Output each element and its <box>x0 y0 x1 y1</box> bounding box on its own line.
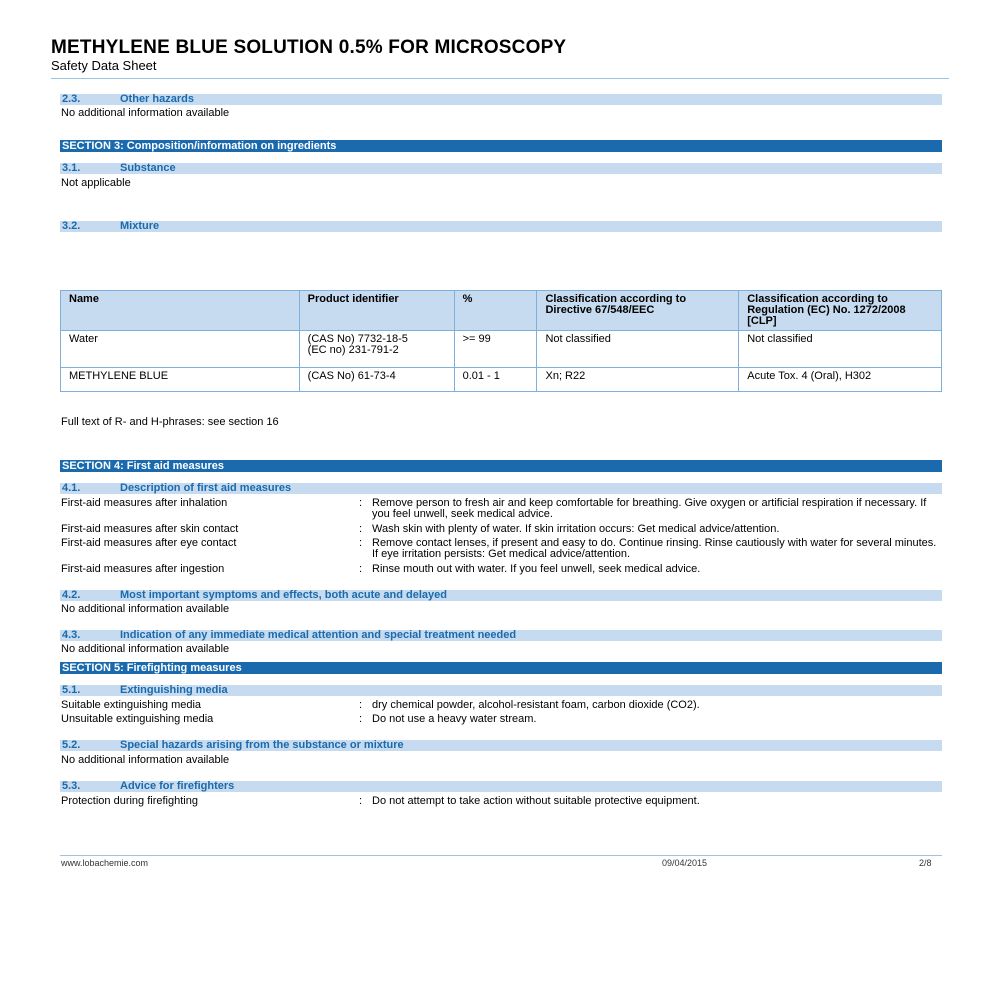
subsection-number: 3.2. <box>62 220 81 232</box>
firefighting-protection-value: Do not attempt to take action without suitable protective equipment. <box>372 795 700 807</box>
subsection-number: 5.3. <box>62 780 81 792</box>
suitable-media-value: dry chemical powder, alcohol-resistant foam, carbon dioxide (CO2). <box>372 699 700 711</box>
subsection-title: Special hazards arising from the substance or mixture <box>120 739 404 751</box>
subsection-4-3-text: No additional information available <box>61 643 230 655</box>
unsuitable-media-label: Unsuitable extinguishing media <box>61 713 214 725</box>
section-title: SECTION 4: First aid measures <box>62 460 224 472</box>
first-aid-label-ingestion: First-aid measures after ingestion <box>61 563 225 575</box>
footer-page-number: 2/8 <box>919 858 932 868</box>
unsuitable-media-value: Do not use a heavy water stream. <box>372 713 537 725</box>
subsection-3-1-text: Not applicable <box>61 177 131 189</box>
subsection-5-3-header <box>60 781 942 792</box>
suitable-media-label: Suitable extinguishing media <box>61 699 202 711</box>
cas-number: (CAS No) 61-73-4 <box>307 370 396 382</box>
section-4-header <box>60 460 942 472</box>
column-header-dsd-classification: Classification according to Directive 67/548/EEC <box>537 291 739 331</box>
subsection-number: 4.2. <box>62 589 81 601</box>
subsection-2-3-header <box>60 94 942 105</box>
column-header-name: Name <box>61 291 300 331</box>
subsection-5-2-header <box>60 740 942 751</box>
ec-number: (EC no) 231-791-2 <box>307 344 399 356</box>
cell-name: Water <box>61 331 300 368</box>
cell-clp-classification: Not classified <box>739 331 942 368</box>
colon-separator: : <box>359 563 363 575</box>
cell-dsd-classification: Xn; R22 <box>537 368 739 392</box>
first-aid-value-ingestion: Rinse mouth out with water. If you feel unwell, seek medical advice. <box>372 563 701 575</box>
subsection-title: Extinguishing media <box>120 684 228 696</box>
header-divider <box>51 78 949 79</box>
subsection-title: Mixture <box>120 220 160 232</box>
first-aid-label-skin: First-aid measures after skin contact <box>61 523 239 535</box>
subsection-4-3-header <box>60 630 942 641</box>
subsection-number: 4.3. <box>62 629 81 641</box>
first-aid-value-eye: Remove contact lenses, if present and easy to do. Continue rinsing. Rinse cautiously with water for several minutes. If eye irritation persists: Get medical advice/attention. <box>372 537 937 560</box>
first-aid-label-inhalation: First-aid measures after inhalation <box>61 497 228 509</box>
table-row <box>61 368 942 392</box>
first-aid-value-skin: Wash skin with plenty of water. If skin irritation occurs: Get medical advice/attention. <box>372 523 780 535</box>
cell-name: METHYLENE BLUE <box>61 368 300 392</box>
subsection-4-2-header <box>60 590 942 601</box>
column-header-clp-classification: Classification according to Regulation (EC) No. 1272/2008 [CLP] <box>739 291 942 331</box>
first-aid-value-inhalation: Remove person to fresh air and keep comfortable for breathing. Give oxygen or artificial respiration if necessary. If you feel unwell, seek medical advice. <box>372 497 927 520</box>
colon-separator: : <box>359 523 363 535</box>
table-header-row <box>61 291 942 331</box>
cas-number: (CAS No) 7732-18-5 <box>307 333 408 345</box>
cell-clp-classification: Acute Tox. 4 (Oral), H302 <box>739 368 942 392</box>
subsection-title: Indication of any immediate medical attention and special treatment needed <box>120 629 517 641</box>
subsection-4-1-header <box>60 483 942 494</box>
colon-separator: : <box>359 537 363 549</box>
subsection-number: 5.1. <box>62 684 81 696</box>
subsection-title: Substance <box>120 162 176 174</box>
subsection-number: 2.3. <box>62 93 81 105</box>
colon-separator: : <box>359 699 363 711</box>
composition-table <box>60 290 942 392</box>
section-title: SECTION 3: Composition/information on ingredients <box>62 140 337 152</box>
section-5-header <box>60 662 942 674</box>
subsection-title: Advice for firefighters <box>120 780 235 792</box>
footer-divider <box>60 855 942 856</box>
cell-dsd-classification: Not classified <box>537 331 739 368</box>
colon-separator: : <box>359 497 363 509</box>
subsection-number: 5.2. <box>62 739 81 751</box>
cell-product-identifier <box>299 368 454 392</box>
subsection-title: Most important symptoms and effects, both acute and delayed <box>120 589 447 601</box>
subsection-5-2-text: No additional information available <box>61 754 230 766</box>
footer-website: www.lobachemie.com <box>61 858 149 868</box>
subsection-title: Other hazards <box>120 93 194 105</box>
subsection-number: 4.1. <box>62 482 81 494</box>
column-header-product-identifier: Product identifier <box>299 291 454 331</box>
table-row <box>61 331 942 368</box>
subsection-5-1-header <box>60 685 942 696</box>
footer-date: 09/04/2015 <box>662 858 708 868</box>
firefighting-protection-label: Protection during firefighting <box>61 795 198 807</box>
subsection-2-3-text: No additional information available <box>61 107 230 119</box>
subsection-number: 3.1. <box>62 162 81 174</box>
colon-separator: : <box>359 795 363 807</box>
document-title: METHYLENE BLUE SOLUTION 0.5% FOR MICROSCOPY <box>51 37 567 58</box>
colon-separator: : <box>359 713 363 725</box>
subsection-4-2-text: No additional information available <box>61 603 230 615</box>
cell-percent: >= 99 <box>454 331 537 368</box>
section-3-header <box>60 140 942 152</box>
subsection-3-1-header <box>60 163 942 174</box>
subsection-3-2-header <box>60 221 942 232</box>
document-subtitle: Safety Data Sheet <box>51 58 157 73</box>
cell-product-identifier <box>299 331 454 368</box>
first-aid-label-eye: First-aid measures after eye contact <box>61 537 237 549</box>
cell-percent: 0.01 - 1 <box>454 368 537 392</box>
full-text-note: Full text of R- and H-phrases: see section 16 <box>61 416 279 428</box>
column-header-percent: % <box>454 291 537 331</box>
subsection-title: Description of first aid measures <box>120 482 292 494</box>
section-title: SECTION 5: Firefighting measures <box>62 662 242 674</box>
